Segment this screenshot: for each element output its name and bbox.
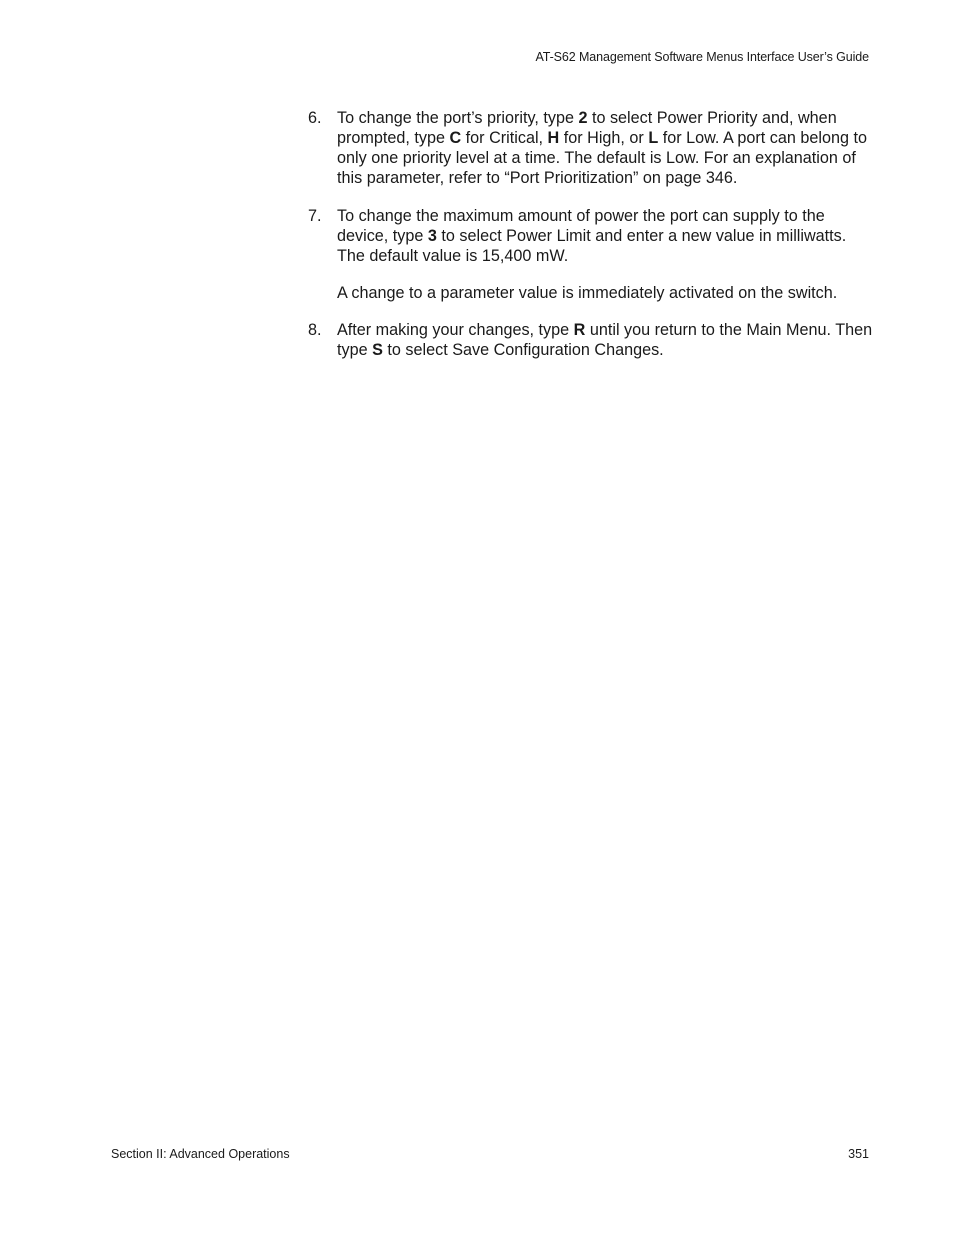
step-text-segment: to select Save Configuration Changes. [382, 341, 664, 359]
key-label: 3 [427, 227, 437, 245]
key-label: C [449, 129, 462, 147]
key-label: 2 [578, 109, 588, 127]
step-text [337, 207, 846, 265]
step-number: 8. [308, 321, 322, 339]
step-text-segment: To change the port’s priority, type [337, 109, 579, 127]
step-8 [308, 320, 878, 360]
step-text-segment: for High, or [559, 129, 649, 147]
key-label: R [573, 321, 586, 339]
step-text [337, 109, 867, 187]
instruction-list [308, 108, 878, 360]
step-number: 6. [308, 109, 322, 127]
key-label: S [372, 341, 383, 359]
step-text [337, 321, 872, 359]
key-label: H [547, 129, 560, 147]
page-number: 351 [848, 1147, 869, 1161]
step-note: A change to a parameter value is immediately activated on the switch. [337, 284, 838, 302]
step-text-segment: to select Power Limit and enter a new value in milliwatts. The default value is 15,400 mW. [337, 227, 847, 265]
step-text-segment: After making your changes, type [337, 321, 574, 339]
step-7 [308, 206, 878, 266]
step-number: 7. [308, 207, 322, 225]
footer-section-title: Section II: Advanced Operations [111, 1147, 290, 1161]
step-6 [308, 108, 878, 188]
step-text-segment: To change the maximum amount of power the port can supply to the device, type [337, 207, 825, 245]
step-text-segment: to select Power Priority and, when prompted, type [337, 109, 837, 147]
running-header: AT-S62 Management Software Menus Interface User’s Guide [535, 50, 869, 64]
step-text-segment: for Critical, [461, 129, 548, 147]
step-text-segment: for Low. A port can belong to only one priority level at a time. The default is Low. For an explanation of this parameter, refer to “Port Prioritization” on page 346. [337, 129, 868, 187]
step-text-segment: until you return to the Main Menu. Then type [337, 321, 873, 359]
key-label: L [648, 129, 659, 147]
